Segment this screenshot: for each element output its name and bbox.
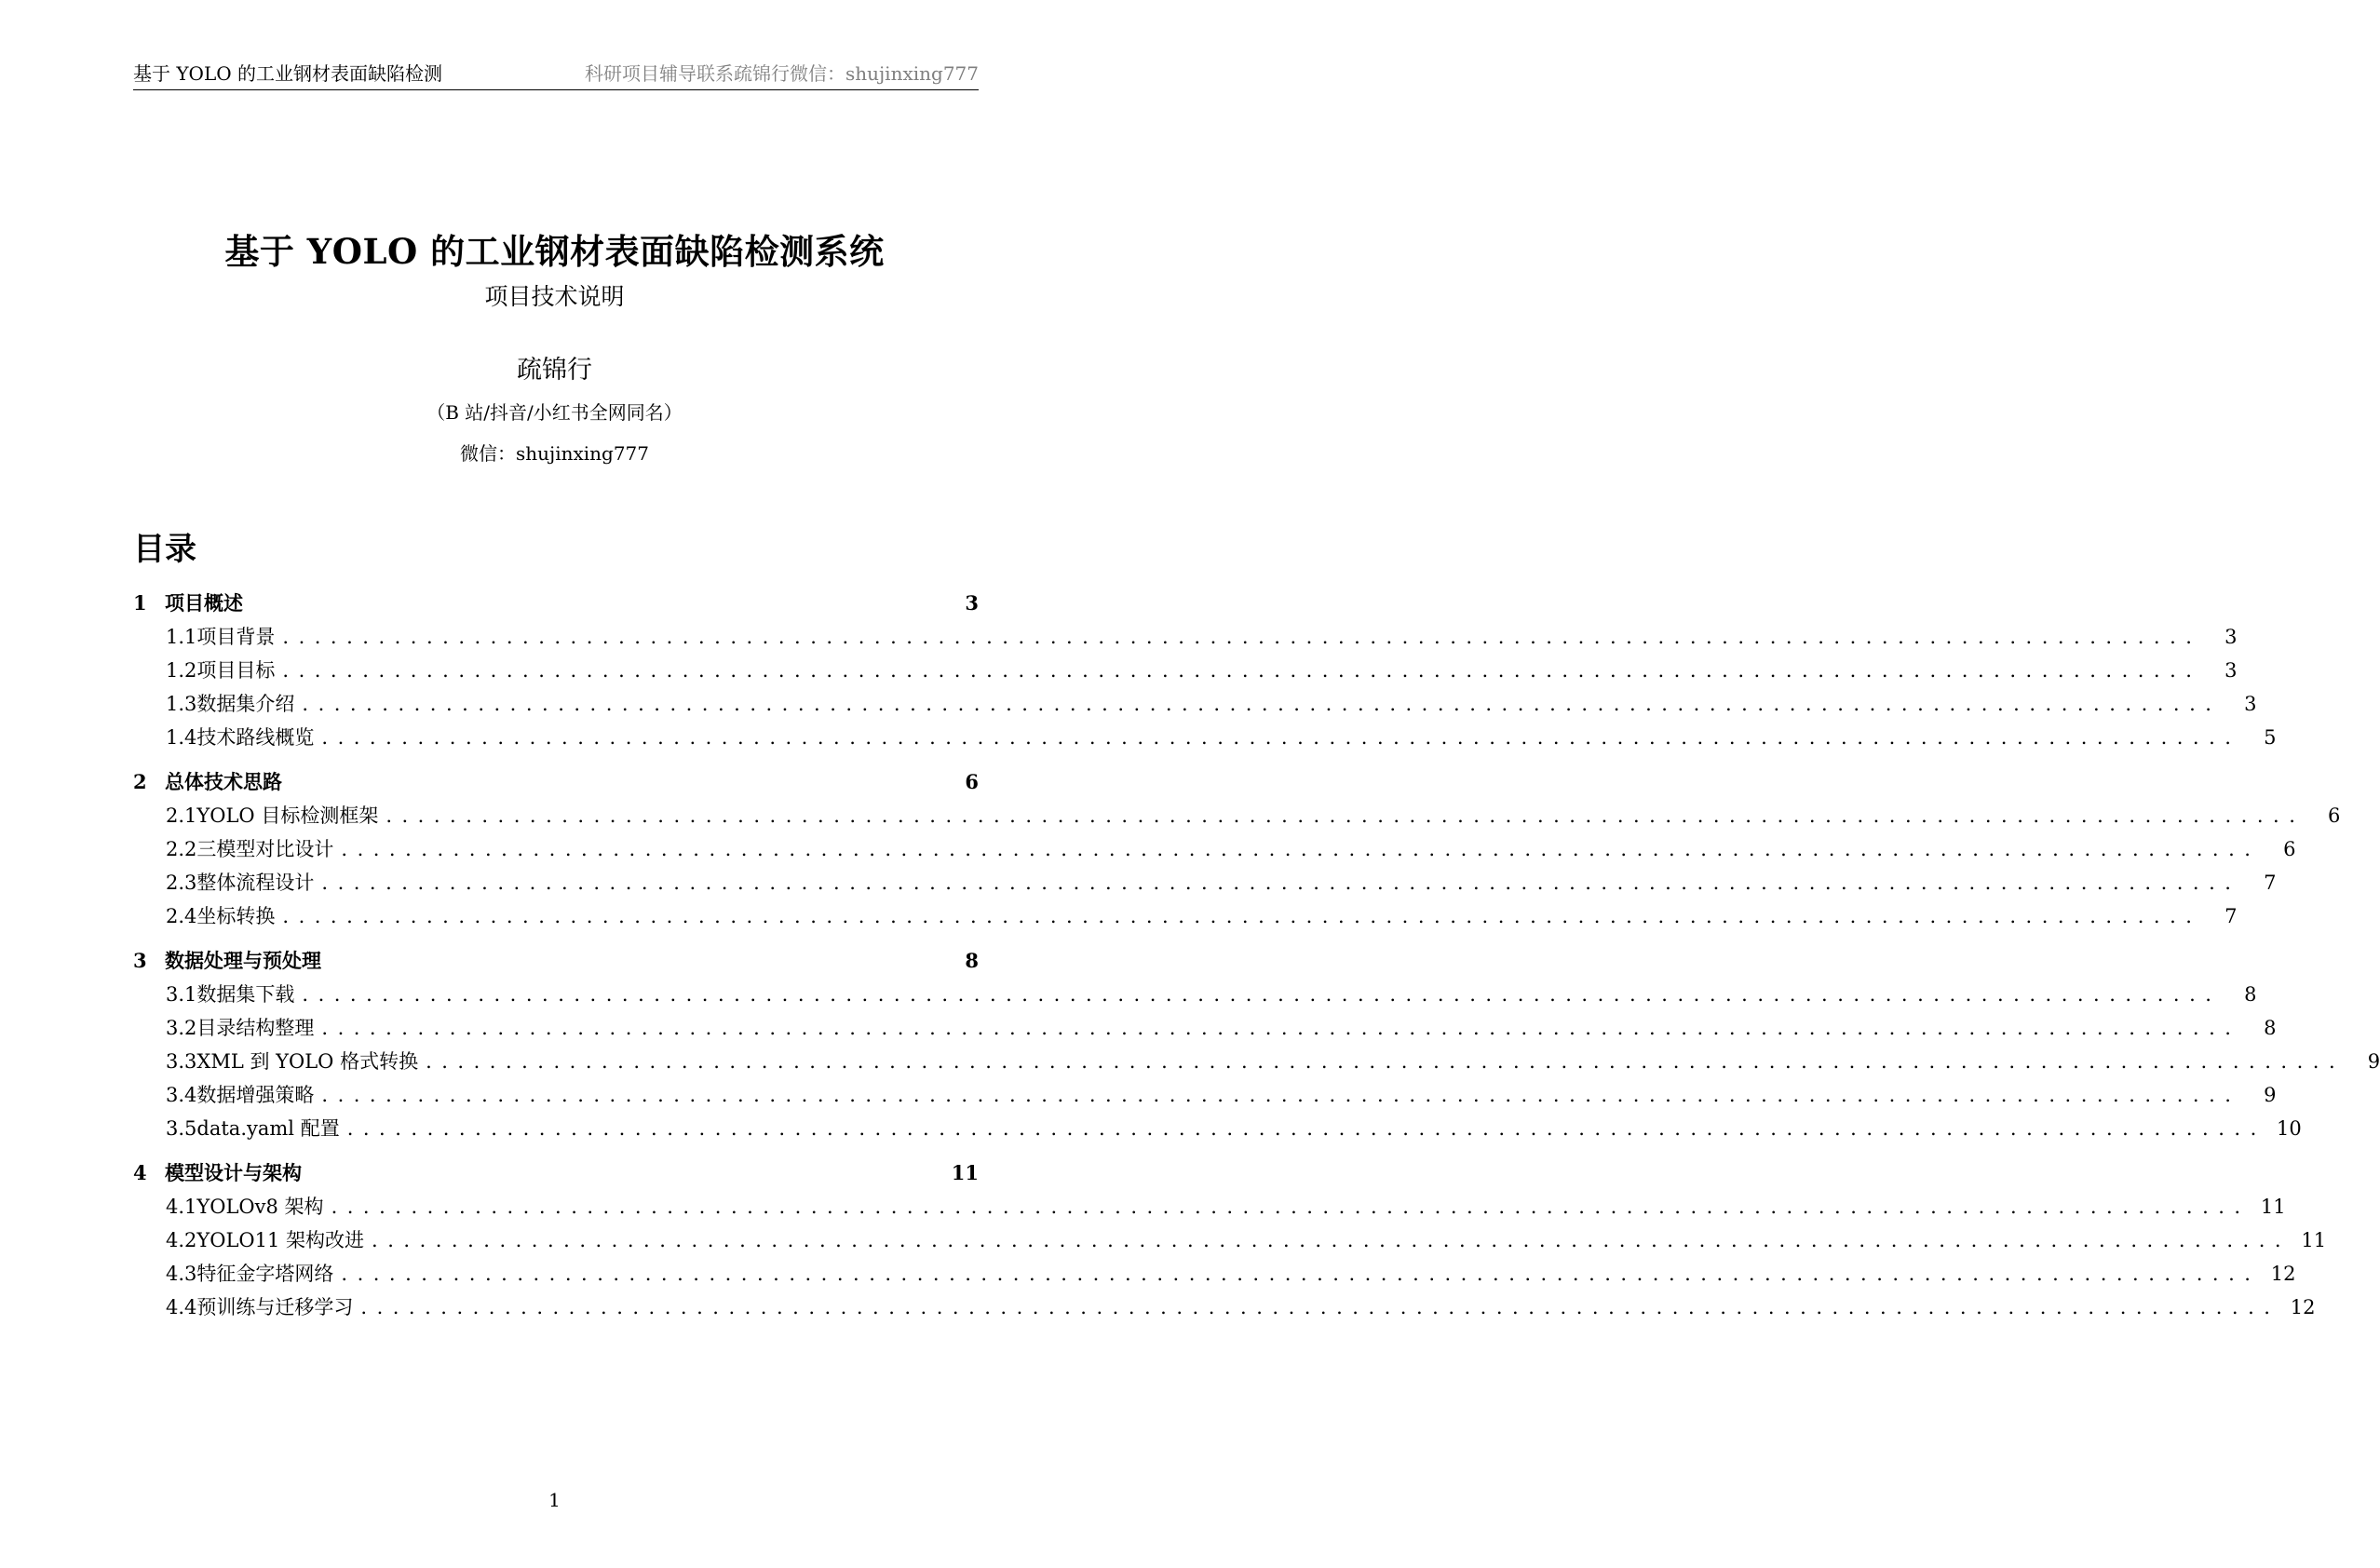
toc-subsection-page: 3: [2224, 626, 2238, 648]
toc-subsection-number: 1.4: [166, 726, 197, 749]
header-right-contact: 科研项目辅导联系疏锦行微信：shujinxing777: [584, 62, 979, 85]
toc-subsection-number: 1.1: [166, 626, 197, 648]
toc-subsection-title: 数据集下载: [196, 983, 295, 1006]
toc-subsection-title: 目录结构整理: [196, 1017, 315, 1039]
toc-subsection-entry[interactable]: [133, 692, 2257, 716]
toc-subsection-title: XML 到 YOLO 格式转换: [196, 1050, 419, 1073]
toc-dot-leader: ........................................................................................................................: [302, 983, 2222, 1006]
toc-section-page: 6: [965, 770, 979, 793]
toc-dot-leader: ........................................................................................................................: [372, 1229, 2292, 1251]
toc-subsection-entry[interactable]: [133, 904, 2238, 928]
toc-subsection-page: 8: [2264, 1017, 2277, 1039]
toc-section-number: 2: [133, 770, 147, 793]
toc-section-page: 3: [965, 591, 979, 615]
toc-dot-leader: ........................................................................................................................: [321, 726, 2241, 749]
toc-subsection-page: 9: [2367, 1050, 2380, 1073]
toc-section-group: [133, 1161, 2327, 1319]
toc-subsection-number: 2.4: [166, 905, 197, 927]
toc-section-number: 4: [133, 1161, 147, 1184]
running-header: [133, 61, 979, 90]
toc-subsection-title: 项目背景: [196, 626, 276, 648]
toc-subsection-entry[interactable]: [133, 1295, 2316, 1319]
toc-subsection-entry[interactable]: [133, 982, 2257, 1007]
toc-subsection-title: 坐标转换: [196, 905, 276, 927]
toc-dot-leader: ........................................................................................................................: [360, 1296, 2280, 1318]
toc-dot-leader: ........................................................................................................................: [331, 1196, 2251, 1218]
toc-subsection-page: 7: [2224, 905, 2238, 927]
toc-section-title: 项目概述: [165, 591, 243, 615]
toc-subsection-entry[interactable]: [133, 1083, 2277, 1107]
toc-section-page: 8: [965, 949, 979, 972]
toc-subsection-title: 项目目标: [196, 659, 276, 682]
toc-subsection-title: 三模型对比设计: [196, 838, 334, 860]
toc-dot-leader: ........................................................................................................................: [321, 1084, 2241, 1106]
toc-section-group: [133, 770, 2341, 928]
toc-subsection-page: 6: [2283, 838, 2296, 860]
toc-subsection-page: 11: [2301, 1229, 2327, 1251]
header-left-title: 基于 YOLO 的工业钢材表面缺陷检测: [133, 62, 442, 85]
toc-heading: 目录: [133, 531, 196, 568]
toc-subsection-title: 预训练与迁移学习: [196, 1296, 354, 1318]
author-wechat: 微信：shujinxing777: [459, 442, 650, 465]
author-name: 疏锦行: [517, 356, 592, 385]
toc-subsection-entry[interactable]: [133, 1195, 2286, 1219]
toc-dot-leader: ........................................................................................................................: [341, 838, 2261, 860]
toc-dot-leader: ........................................................................................................................: [341, 1263, 2261, 1285]
toc-subsection-page: 12: [2270, 1263, 2296, 1285]
toc-subsection-title: YOLO11 架构改进: [196, 1229, 365, 1251]
toc-section-number: 3: [133, 949, 147, 972]
toc-section-number: 1: [133, 591, 147, 615]
toc-subsection-number: 4.3: [166, 1263, 197, 1285]
toc-section-group: [133, 591, 2277, 750]
toc-subsection-number: 2.2: [166, 838, 197, 860]
toc-subsection-entry[interactable]: [133, 1049, 2380, 1074]
toc-subsection-page: 7: [2264, 872, 2277, 894]
toc-section-entry[interactable]: [133, 770, 979, 794]
toc-subsection-page: 12: [2290, 1296, 2316, 1318]
toc-subsection-entry[interactable]: [133, 625, 2238, 649]
toc-subsection-number: 4.2: [166, 1229, 197, 1251]
toc-dot-leader: ........................................................................................................................: [426, 1050, 2346, 1073]
toc-subsection-title: data.yaml 配置: [196, 1117, 340, 1140]
toc-subsection-entry[interactable]: [133, 658, 2238, 683]
toc-dot-leader: ........................................................................................................................: [302, 693, 2222, 715]
toc-section-page: 11: [951, 1161, 979, 1184]
toc-subsection-page: 3: [2224, 659, 2238, 682]
toc-subsection-title: 特征金字塔网络: [196, 1263, 334, 1285]
toc-subsection-number: 1.2: [166, 659, 197, 682]
toc-dot-leader: ........................................................................................................................: [321, 872, 2241, 894]
toc-subsection-page: 8: [2244, 983, 2257, 1006]
toc-subsection-entry[interactable]: [133, 1116, 2302, 1141]
toc-subsection-title: 数据集介绍: [196, 693, 295, 715]
toc-dot-leader: ........................................................................................................................: [282, 659, 2202, 682]
toc-section-group: [133, 949, 2380, 1141]
toc-subsection-title: 整体流程设计: [196, 872, 315, 894]
toc-subsection-entry[interactable]: [133, 725, 2277, 750]
toc-subsection-page: 11: [2260, 1196, 2286, 1218]
toc-subsection-entry[interactable]: [133, 837, 2296, 861]
page-number: 1: [548, 1489, 561, 1511]
toc-subsection-title: 技术路线概览: [196, 726, 315, 749]
toc-subsection-entry[interactable]: [133, 804, 2341, 828]
toc-subsection-page: 6: [2328, 804, 2341, 827]
toc-subsection-entry[interactable]: [133, 1016, 2277, 1040]
document-title: 基于 YOLO 的工业钢材表面缺陷检测系统: [224, 231, 885, 272]
toc-subsection-page: 3: [2244, 693, 2257, 715]
toc-section-title: 数据处理与预处理: [165, 949, 321, 972]
toc-subsection-page: 5: [2264, 726, 2277, 749]
toc-subsection-entry[interactable]: [133, 871, 2277, 895]
toc-subsection-number: 2.3: [166, 872, 197, 894]
toc-section-title: 模型设计与架构: [165, 1161, 302, 1184]
toc-subsection-number: 3.2: [166, 1017, 197, 1039]
toc-dot-leader: ........................................................................................................................: [385, 804, 2306, 827]
toc-section-entry[interactable]: [133, 591, 979, 615]
toc-subsection-number: 1.3: [166, 693, 197, 715]
toc-section-entry[interactable]: [133, 1161, 979, 1185]
title-block: [0, 229, 1109, 466]
author-affiliation: （B 站/抖音/小红书全网同名）: [426, 401, 683, 424]
toc-dot-leader: ........................................................................................................................: [321, 1017, 2241, 1039]
toc-subsection-entry[interactable]: [133, 1228, 2327, 1252]
toc-subsection-number: 2.1: [166, 804, 197, 827]
toc-subsection-number: 4.1: [166, 1196, 197, 1218]
toc-subsection-number: 3.5: [166, 1117, 197, 1140]
toc-subsection-number: 4.4: [166, 1296, 197, 1318]
toc-dot-leader: ........................................................................................................................: [346, 1117, 2266, 1140]
toc-subsection-number: 3.1: [166, 983, 197, 1006]
table-of-contents: [133, 591, 2380, 1340]
toc-subsection-title: YOLOv8 架构: [196, 1196, 324, 1218]
toc-subsection-number: 3.3: [166, 1050, 197, 1073]
toc-subsection-page: 9: [2264, 1084, 2277, 1106]
toc-subsection-title: 数据增强策略: [196, 1084, 315, 1106]
toc-dot-leader: ........................................................................................................................: [282, 626, 2202, 648]
toc-section-entry[interactable]: [133, 949, 979, 973]
toc-subsection-entry[interactable]: [133, 1262, 2296, 1286]
toc-subsection-number: 3.4: [166, 1084, 197, 1106]
toc-subsection-page: 10: [2277, 1117, 2302, 1140]
toc-dot-leader: ........................................................................................................................: [282, 905, 2202, 927]
toc-subsection-title: YOLO 目标检测框架: [196, 804, 379, 827]
toc-section-title: 总体技术思路: [165, 770, 282, 793]
document-subtitle: 项目技术说明: [484, 283, 625, 310]
